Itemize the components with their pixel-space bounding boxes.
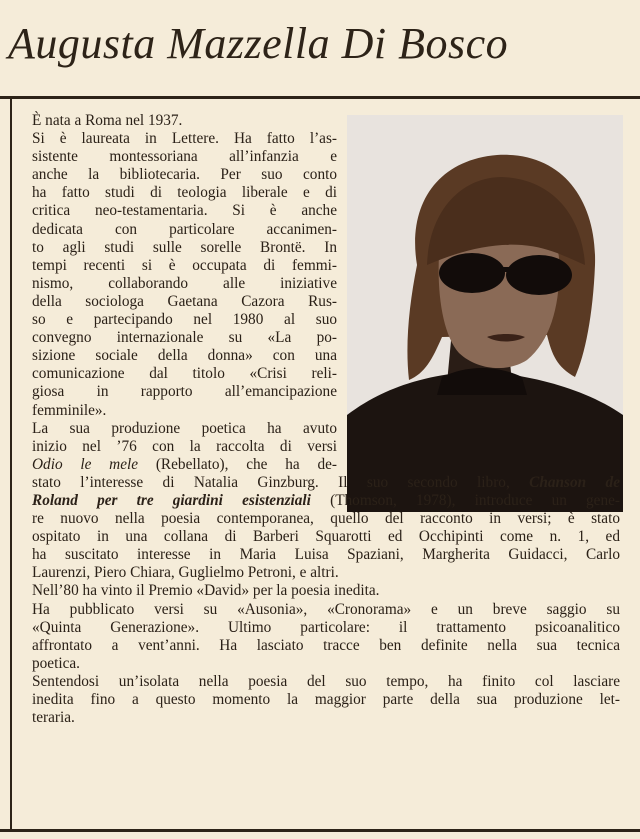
bio-line: sistente montessoriana all’infanzia e: [32, 148, 337, 166]
bio-line: nismo, collaborando alle iniziative: [32, 274, 337, 292]
bio-line: Ha pubblicato versi su «Ausonia», «Cronorama» e un breve saggio su: [32, 600, 620, 618]
bio-line: to agli studi sulle sorelle Brontë. In: [32, 238, 337, 256]
bio-line: ha fatto studi di teologia liberale e di: [32, 184, 337, 202]
book-title: Chanson de: [529, 473, 620, 491]
bottom-rule: [0, 829, 640, 832]
bio-line: ospitato in una collana di Barberi Squarotti ed Occhipinti come n. 1, ed: [32, 528, 620, 546]
book-title: Odio le mele: [32, 455, 139, 473]
bio-line: Si è laureata in Lettere. Ha fatto l’as-: [32, 130, 337, 148]
bio-line: critica neo-testamentaria. Si è anche: [32, 202, 337, 220]
bio-line: ha suscitato interesse in Maria Luisa Spaziani, Margherita Guidacci, Carlo: [32, 546, 620, 564]
bio-line: È nata a Roma nel 1937.: [32, 112, 183, 129]
bio-line: convegno internazionale su «La po-: [32, 329, 337, 347]
bio-line: giosa in rapporto all’emancipazione: [32, 383, 337, 401]
bio-line: inedita fino a questo momento la maggior parte della sua produzione let-: [32, 691, 620, 708]
bio-line: poetica.: [32, 654, 80, 672]
book-title: Roland per tre giardini esistenziali: [32, 491, 311, 509]
bio-line: stato l’interesse di Natalia Ginzburg. Il suo secondo libro, Chanson de: [32, 473, 620, 491]
bio-line: sizione sociale della donna» con una: [32, 347, 337, 365]
bio-line: comunicazione dal titolo «Crisi reli-: [32, 365, 337, 383]
bio-line: «Quinta Generazione». Ultimo particolare: il trattamento psicoanalitico: [32, 618, 620, 636]
bio-line: inizio nel ’76 con la raccolta di versi: [32, 437, 337, 455]
page-title: Augusta Mazzella Di Bosco: [8, 19, 509, 68]
bio-line: teraria.: [32, 709, 75, 727]
bio-line: affrontato a vent’anni. Ha lasciato tracce ben definite nella sua tecnica: [32, 636, 620, 654]
bio-line: anche la bibliotecaria. Per suo conto: [32, 166, 337, 184]
bio-line: La sua produzione poetica ha avuto: [32, 419, 337, 437]
bio-line: Sentendosi un’isolata nella poesia del suo tempo, ha finito col lasciare: [32, 672, 620, 690]
bio-line: dedicata con particolare accanimen-: [32, 220, 337, 238]
bio-line: Laurenzi, Piero Chiara, Guglielmo Petroni, e altri.: [32, 564, 339, 582]
bio-line: Odio le mele (Rebellato), che ha de-: [32, 455, 337, 473]
bio-line: Nell’80 ha vinto il Premio «David» per la poesia inedita.: [32, 582, 380, 600]
bio-line: Roland per tre giardini esistenziali (Thomson, 1978), introduce un gene-: [32, 491, 620, 509]
bio-line: re nuovo nella poesia contemporanea, quello del racconto in versi; è stato: [32, 510, 620, 528]
bio-line: della sociologa Gaetana Cazora Rus-: [32, 292, 337, 310]
bio-line: so e partecipando nel 1980 al suo: [32, 311, 337, 329]
biography: [32, 112, 620, 727]
bio-line: femminile».: [32, 401, 107, 419]
bio-line: tempi recenti si è occupata di femmi-: [32, 256, 337, 274]
